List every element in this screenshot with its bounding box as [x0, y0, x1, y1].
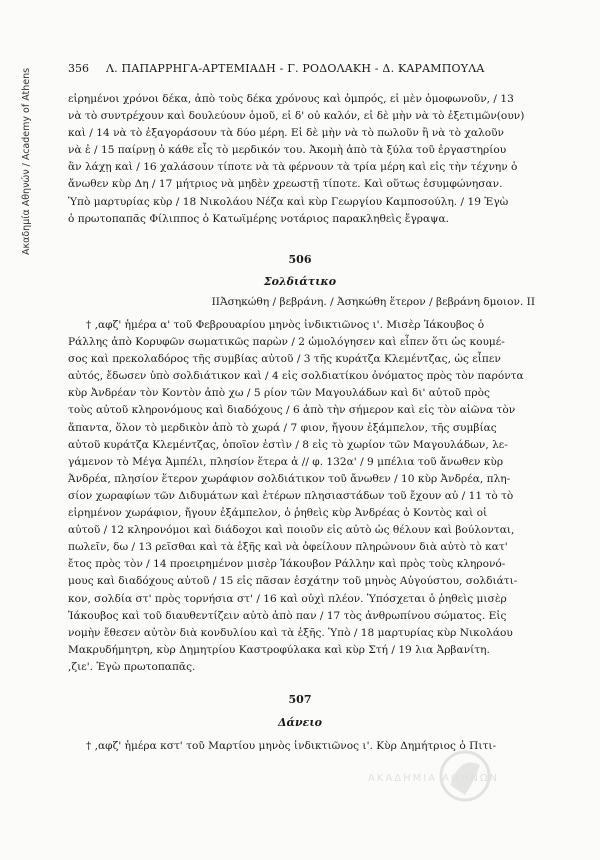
- text-line: κὺρ Ἀνδρέαν τὸν Κοντὸν ἀπὸ χω / 5 ρίον τῶν Μαγουλάδων καὶ δι' αὐτοῦ πρὸς: [68, 387, 490, 400]
- text-line: νομὴν ἔθεσεν αὐτὸν διὰ κονδυλίου καὶ τὰ ἑξῆς. Ὑπὸ / 18 μαρτυρίας κὺρ Νικολάου: [68, 626, 513, 639]
- text-line: τοὺς αὐτοῦ κληρονόμους καὶ διαδόχους / 6 ἀπὸ τὴν σήμερον καὶ εἰς τὸν αἰῶνα τὸν: [68, 404, 516, 417]
- text-line: Μακρυδήμητρη, κὺρ Δημητρίου Καστροφύλακα καὶ κὺρ Στή / 19 λια Ἀρβανίτη.: [68, 643, 490, 656]
- text-line: αὐτοῦ κυράτζα Κλεμέντζας, ὁποῖον ἐστὶν / 8 εἰς τὸ χωρίον τῶν Μαγουλάδων, λε-: [68, 438, 508, 451]
- document-number-507: 507: [288, 693, 312, 706]
- academy-watermark: [360, 740, 570, 810]
- text-line: ἅπαντα, ὅλον τὸ μερδικὸν ἀπὸ τὸ χωρά / 7 φιον, ἤγουν ἐξάμπελον, τῆς συμβίας: [68, 421, 497, 434]
- text-line: αὐτός, ἔδωσεν ὑπὸ σολδιάτικον καὶ / 4 εἰς σολδιατίκου ὀνόματος πρὸς τὸν παρόντα: [68, 370, 524, 383]
- text-line: κον, σολδία στ' πρὸς τορνήσια στ' / 16 καὶ οὐχὶ πλέον. Ὑπόσχεται ὁ ῥηθεὶς μισὲρ: [68, 592, 507, 605]
- document-note-506: ΙΙἈσηκώθη / βεβράνη. / Ἀσηκώθη ἕτερον / βεβράνη δμοιον. ΙΙ: [211, 296, 535, 308]
- text-line: ἄνωθεν κὺρ Δη / 17 μήτριος νὰ μηδὲν χρεωστῇ τίποτε. Καὶ οὕτως ἐσυμφώνησαν.: [68, 178, 503, 191]
- watermark-label: ΑΚΑΔΗΜΙΑ ΑΘΗΝΩΝ: [368, 773, 500, 784]
- text-line: † ,αφζ' ἡμέρα α' τοῦ Φεβρουαρίου μηνὸς ἰνδικτιῶνος ι'. Μισὲρ Ἰάκουβος ὁ: [86, 319, 485, 331]
- text-line: ἂν λάχῃ καὶ / 16 χαλάσουν τίποτε νὰ τὰ φέρνουν τὰ τρία μέρη καὶ εἰς τὴν τέχνην ὁ: [68, 161, 518, 174]
- intro-paragraph: [68, 91, 548, 228]
- text-line: Ὑπὸ μαρτυρίας κὺρ / 18 Νικολάου Νέζα καὶ κὺρ Γεωργίου Καμποσούλη. / 19 Ἐγὼ: [68, 195, 509, 208]
- text-line: ὁ πρωτοπαπᾶς Φίλιππος ὁ Κατωϊμέρης νοτάριος παρακληθεὶς ἔγραψα.: [68, 212, 449, 225]
- text-line: Ράλλης ἀπὸ Κορυφῶν σωματικῶς παρὼν / 2 ὡμολόγησεν καὶ εἶπεν ὅτι ὡς κουμέ-: [68, 336, 505, 349]
- document-title-506: Σολδιάτικο: [263, 275, 337, 288]
- text-line: σίον χωραφίων τῶν Διδυμάτων καὶ ἑτέρων πλησιαστάδων τοῦ ἔχουν αὐ / 11 τὸ τὸ: [68, 489, 514, 502]
- text-line: νὰ ἐ / 15 παίρνῃ ὁ κάθε εἷς τὸ μερδικόν του. Ἀκομὴ ἀπὸ τὰ ξύλα τοῦ ἐργαστηρίου: [68, 144, 507, 157]
- document-number-506: 506: [288, 253, 312, 266]
- document-body-506: [68, 317, 548, 676]
- text-line: ,ζιε'. Ἐγὼ πρωτοπαπᾶς.: [68, 660, 196, 673]
- text-line: Ἀνδρέα, πλησίον ἕτερον χωράφιον σολδιάτικον τοῦ ἄνωθεν / 10 κὺρ Ἀνδρέα, πλη-: [68, 472, 511, 485]
- text-line: εἰρημένοι χρόνοι δέκα, ἀπὸ τοὺς δέκα χρόνους καὶ ὀμπρός, εἰ μὲν ὁμοφωνοῦν, / 13: [68, 93, 514, 105]
- side-archive-label: Ακαδημία Αθηνών / Academy of Athens: [21, 67, 32, 255]
- text-line: νὰ τὸ συντρέχουν καὶ δουλεύουν ὁμοῦ, εἰ δ' οὐ καλόν, εἰ δὲ μὴν νὰ τὸ ἐξετιμῶν(ουν): [68, 110, 525, 123]
- text-line: σος καὶ πρεκολαδόρος τῆς συμβίας αὐτοῦ / 3 τῆς κυράτζα Κλεμέντζας, ὡς εἶπεν: [68, 353, 501, 366]
- text-line: Ἰάκουβος καὶ τοῦ διαυθεντίζειν αὐτὸ ἀπὸ παν / 17 τὸς ἀνθρωπίνου σώματος. Εἰς: [68, 609, 507, 622]
- document-title-507: Δάνειο: [278, 716, 322, 729]
- text-line: πωλεῖν, δω / 13 ρεῖσθαι καὶ τὰ ἑξῆς καὶ νὰ ὀφείλουν πληρώνουν διὰ αὐτὸ τὸ κατ': [68, 541, 508, 554]
- page-number: 356: [68, 62, 89, 75]
- text-line: μους καὶ διαδόχους αὐτοῦ / 15 εἰς πᾶσαν ἐσχάτην τοῦ μηνὸς Αὐγούστου, σολδιάτι-: [68, 575, 518, 588]
- text-line: εἰρημένον χωράφιον, ἤγουν ἐξάμπελον, ὁ ῥηθεὶς κὺρ Ἀνδρέας ὁ Κοντὸς καὶ οἱ: [68, 507, 488, 520]
- text-line: † ,αφζ' ἡμέρα κστ' τοῦ Μαρτίου μηνὸς ἰνδικτιῶνος ι'. Κὺρ Δημήτριος ὁ Πιτι-: [86, 740, 497, 752]
- text-line: ἔτος πρὸς τὸν / 14 προειρημένον μισὲρ Ἰάκουβον Ράλλην καὶ πρὸς τοὺς κληρονό-: [68, 558, 506, 571]
- text-line: καὶ / 14 νὰ τὸ ἐξαγοράσουν τὰ δύο μέρη. Εἰ δὲ μὴν νὰ τὸ πωλοῦν ἢ νὰ τὸ χαλοῦν: [68, 127, 504, 140]
- text-line: αὐτοῦ / 12 κληρονόμοι καὶ διάδοχοι καὶ ποιοῦν εἰς αὐτὸ ὡς θέλουν καὶ βούλονται,: [68, 524, 515, 537]
- running-title: Λ. ΠΑΠΑΡΡΗΓΑ-ΑΡΤΕΜΙΑΔΗ - Γ. ΡΟΔΟΛΑΚΗ - Δ. ΚΑΡΑΜΠΟΥΛΑ: [106, 62, 485, 75]
- text-line: γάμενον τὸ Μέγα Ἀμπέλι, πλησίον ἕτερα ἀ // φ. 132α' / 9 μπέλια τοῦ ἄνωθεν κὺρ: [68, 455, 504, 468]
